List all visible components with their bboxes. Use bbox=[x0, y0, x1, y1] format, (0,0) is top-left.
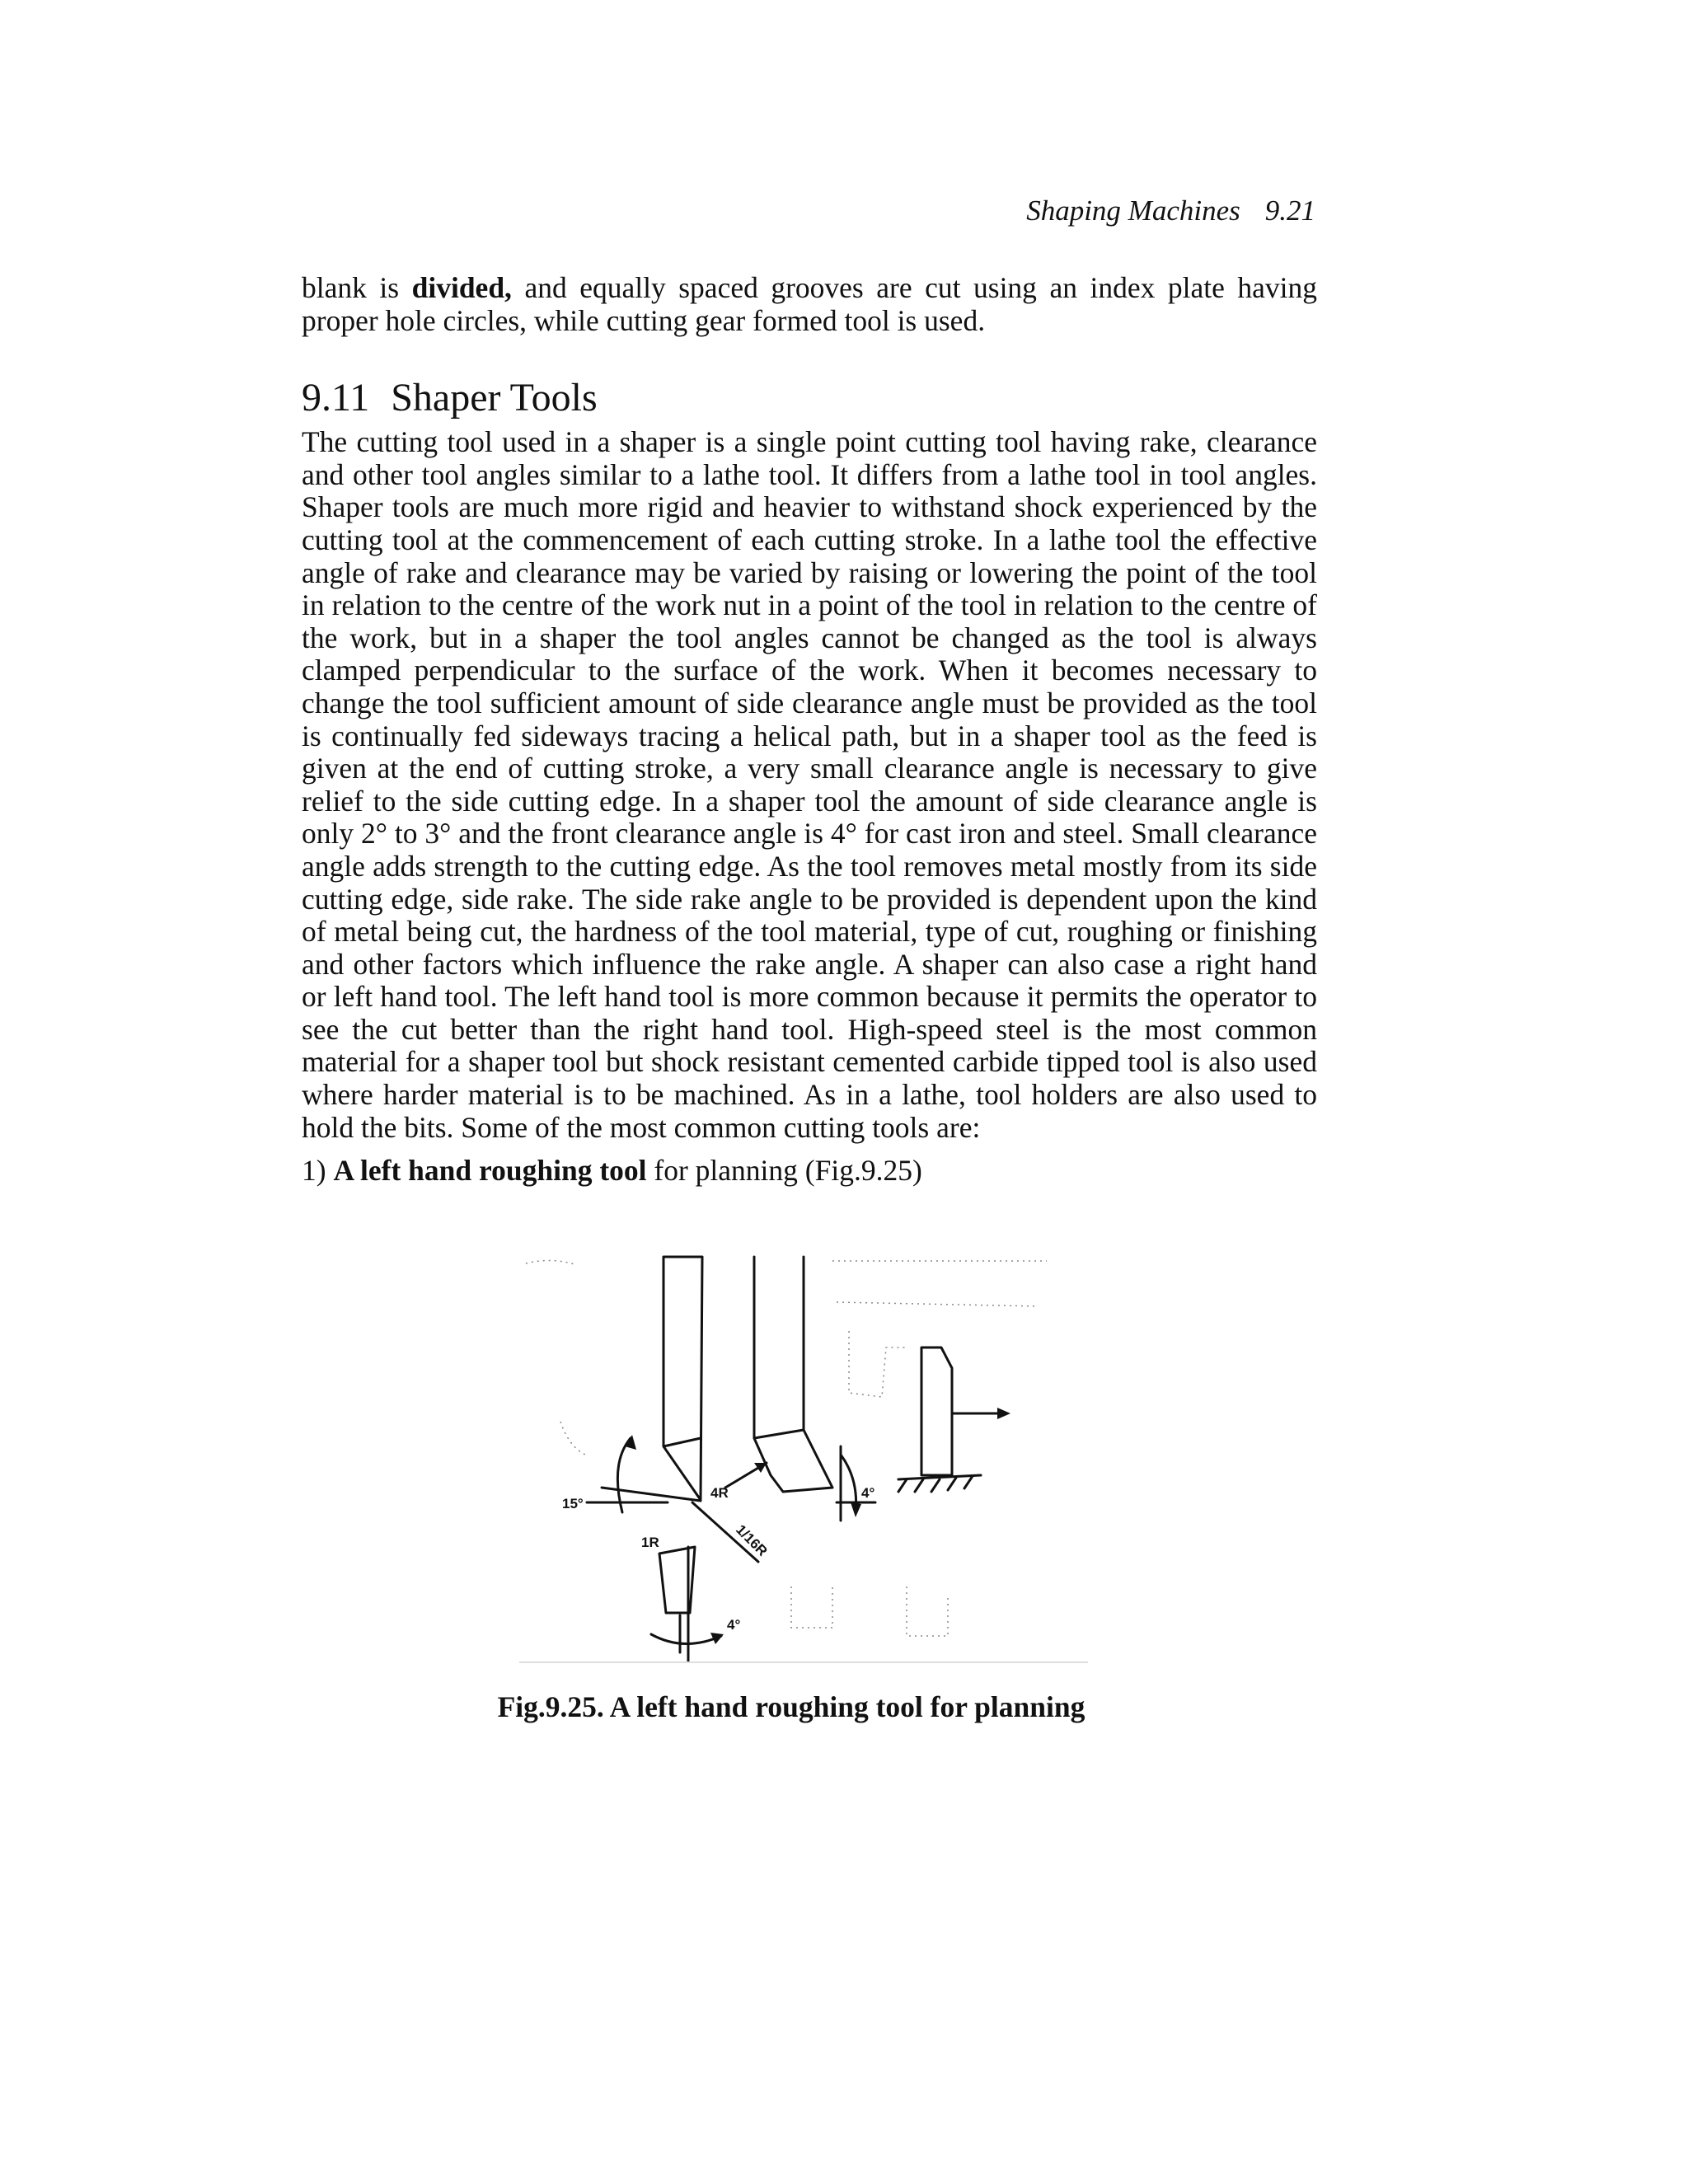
workpiece bbox=[921, 1347, 952, 1475]
list-item-bold-term: A left hand roughing tool bbox=[333, 1154, 647, 1188]
faint-trace-sketch bbox=[849, 1331, 907, 1397]
list-item bbox=[302, 1154, 1317, 1187]
figure-tool-diagram bbox=[519, 1240, 1088, 1665]
page-content bbox=[302, 272, 1317, 1187]
intro-bold-term: divided, bbox=[411, 271, 512, 304]
intro-paragraph bbox=[302, 272, 1317, 337]
figure-caption: Fig.9.25. A left hand roughing tool for planning bbox=[497, 1690, 1085, 1723]
faint-trace-bottom-right bbox=[907, 1586, 948, 1636]
section-number: 9.11 bbox=[302, 376, 370, 420]
list-item-number: 1) bbox=[302, 1154, 334, 1188]
hatch-4 bbox=[948, 1478, 956, 1490]
hatch-5 bbox=[964, 1476, 973, 1488]
list-item-text: for planning (Fig.9.25) bbox=[646, 1154, 922, 1188]
hatch-1 bbox=[898, 1479, 907, 1492]
running-header bbox=[1026, 194, 1315, 227]
faint-traces bbox=[526, 1260, 1047, 1636]
faint-trace-left-margin bbox=[560, 1422, 585, 1455]
faint-trace-label-line bbox=[837, 1302, 1039, 1306]
arrowhead-4-right bbox=[851, 1502, 861, 1517]
angle-15-line bbox=[602, 1488, 701, 1501]
hatch-2 bbox=[915, 1479, 923, 1492]
section-heading bbox=[302, 375, 1317, 421]
left-tool-shank bbox=[663, 1257, 702, 1500]
running-header-title: Shaping Machines bbox=[1026, 194, 1240, 227]
intro-text-start: blank is bbox=[302, 271, 412, 304]
page-number: 9.21 bbox=[1264, 194, 1315, 227]
left-tool-grind-line bbox=[663, 1438, 701, 1446]
label-radius-4r: 4R bbox=[710, 1485, 729, 1501]
right-tool-shank bbox=[754, 1257, 832, 1492]
label-radius-1r: 1R bbox=[641, 1535, 659, 1550]
right-tool-grind-line bbox=[754, 1430, 804, 1438]
intro-text-end: and equally spaced grooves are cut using an index plate having proper hole circles, while cutting gear formed tool is used. bbox=[302, 271, 1317, 337]
label-angle-4-right: 4° bbox=[861, 1485, 875, 1501]
tool-diagram-svg bbox=[519, 1240, 1088, 1665]
section-title: Shaper Tools bbox=[391, 376, 598, 420]
angle-4-bottom-arc bbox=[651, 1634, 721, 1644]
faint-trace-bottom-mid bbox=[791, 1586, 832, 1628]
end-view-tool bbox=[659, 1547, 695, 1613]
hatch-3 bbox=[931, 1479, 940, 1492]
arrowhead-feed bbox=[997, 1408, 1010, 1419]
faint-trace-top-left bbox=[526, 1260, 577, 1265]
label-angle-4-bottom: 4° bbox=[727, 1617, 741, 1633]
label-radius-1-16r: 1/16R bbox=[733, 1521, 771, 1559]
body-paragraph: The cutting tool used in a shaper is a single point cutting tool having rake, clearance and other tool angles similar to a lathe tool. It differs from a lathe tool in tool angles. Shaper tools are much more rigid and heavier to withstand shock experienced by the cutting tool at the commencement of each cutting stroke. In a lathe tool the effective angle of rake and clearance may be varied by raising or lowering the point of the tool in relation to the centre of the work nut in a point of the tool in relation to the centre of the work, but in a shaper the tool angles cannot be changed as the tool is always clamped perpendicular to the surface of the work. When it becomes necessary to change the tool sufficient amount of side clearance angle must be provided as the tool is continually fed sideways tracing a helical path, but in a shaper tool as the feed is given at the end of cutting stroke, a very small clearance angle is necessary to give relief to the side cutting edge. In a shaper tool the amount of side clearance angle is only 2° to 3° and the front clearance angle is 4° for cast iron and steel. Small clearance angle adds strength to the cutting edge. As the tool removes metal mostly from its side cutting edge, side rake. The side rake angle to be provided is dependent upon the kind of metal being cut, the hardness of the tool material, type of cut, roughing or finishing and other factors which influence the rake angle. A shaper can also case a right hand or left hand tool. The left hand tool is more common because it permits the operator to see the cut better than the right hand tool. High-speed steel is the most common material for a shaper tool but shock resistant cemented carbide tipped tool is also used where harder material is to be machined. As in a lathe, tool holders are also used to hold the bits. Some of the most common cutting tools are: bbox=[302, 425, 1317, 1144]
label-angle-15: 15° bbox=[562, 1496, 584, 1511]
